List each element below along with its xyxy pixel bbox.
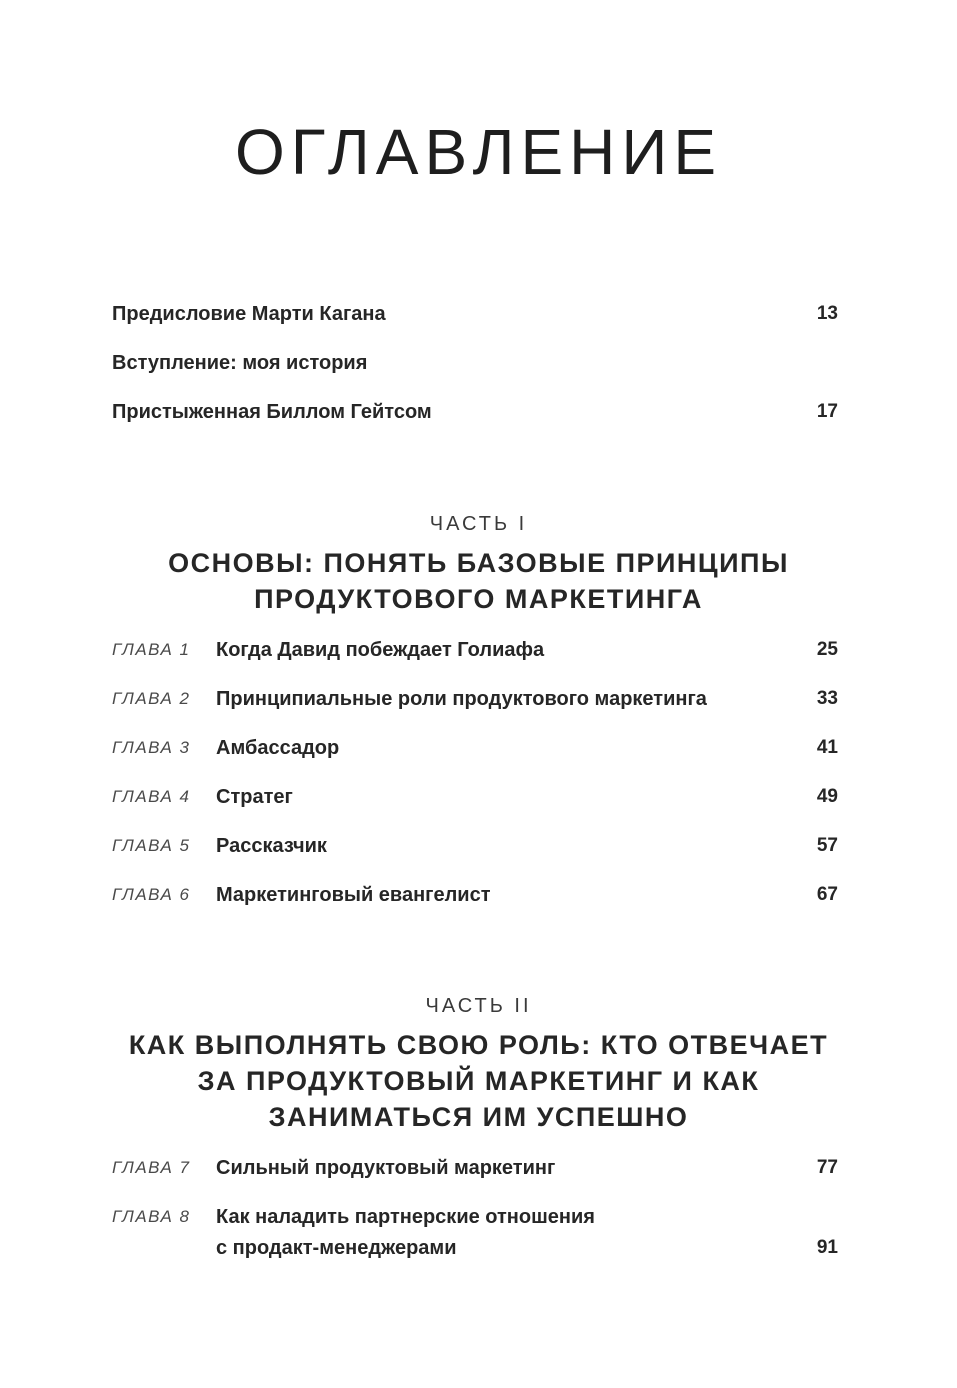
part-1-title-line-2: ПРОДУКТОВОГО МАРКЕТИНГА xyxy=(254,584,703,614)
toc-entry-title: Предисловие Марти Кагана xyxy=(112,303,386,325)
toc-page-number: 67 xyxy=(816,884,838,905)
chapter-label: ГЛАВА 3 xyxy=(112,738,191,757)
toc-chapter-5[interactable] xyxy=(112,831,838,861)
toc-chapter-7[interactable] xyxy=(112,1153,838,1183)
toc-entry-title: Сильный продуктовый маркетинг xyxy=(216,1157,556,1179)
chapter-label: ГЛАВА 6 xyxy=(112,885,191,904)
chapter-label: ГЛАВА 5 xyxy=(112,836,191,855)
part-2-title-line-1: КАК ВЫПОЛНЯТЬ СВОЮ РОЛЬ: КТО ОТВЕЧАЕТ xyxy=(128,1030,829,1060)
chapter-label: ГЛАВА 2 xyxy=(112,689,191,708)
toc-entry-title: Маркетинговый евангелист xyxy=(216,884,491,906)
toc-page-number: 13 xyxy=(816,303,838,324)
toc-entry-bill-gates[interactable] xyxy=(112,397,838,427)
toc-chapter-2[interactable] xyxy=(112,684,838,714)
toc-page-number: 91 xyxy=(816,1237,838,1258)
toc-page-number: 17 xyxy=(816,401,838,422)
toc-page-number: 49 xyxy=(816,786,838,807)
chapter-label: ГЛАВА 8 xyxy=(112,1207,191,1226)
part-1-title-line-1: ОСНОВЫ: ПОНЯТЬ БАЗОВЫЕ ПРИНЦИПЫ xyxy=(168,548,789,578)
toc-page-number: 25 xyxy=(816,639,838,660)
toc-entry-title: Рассказчик xyxy=(216,835,327,857)
toc-page-number: 77 xyxy=(816,1157,838,1178)
toc-entry-title: Вступление: моя история xyxy=(112,352,368,374)
part-2-title-line-3: ЗАНИМАТЬСЯ ИМ УСПЕШНО xyxy=(268,1102,689,1132)
toc-page-number: 41 xyxy=(816,737,838,758)
chapter-label: ГЛАВА 4 xyxy=(112,787,191,806)
toc-chapter-6[interactable] xyxy=(112,880,838,910)
toc-entry-title-line-1: Как наладить партнерские отношения xyxy=(216,1206,595,1228)
toc-page-number: 33 xyxy=(816,688,838,709)
toc-chapter-1[interactable] xyxy=(112,635,838,665)
toc-entry-title: Принципиальные роли продуктового маркетинга xyxy=(216,688,707,710)
toc-chapter-4[interactable] xyxy=(112,782,838,812)
toc-entry-title: Амбассадор xyxy=(216,737,340,759)
toc-entry-title: Когда Давид побеждает Голиафа xyxy=(216,639,545,661)
chapter-label: ГЛАВА 1 xyxy=(112,640,191,659)
toc-page-number: 57 xyxy=(816,835,838,856)
toc-entry-foreword[interactable] xyxy=(112,299,838,329)
part-2-title-line-2: ЗА ПРОДУКТОВЫЙ МАРКЕТИНГ И КАК xyxy=(197,1066,760,1096)
page-title: ОГЛАВЛЕНИЕ xyxy=(234,116,723,188)
toc-chapter-8[interactable] xyxy=(112,1202,838,1264)
part-2-label: ЧАСТЬ II xyxy=(425,995,532,1017)
toc-entry-title-line-2: с продакт-менеджерами xyxy=(216,1237,457,1259)
chapter-label: ГЛАВА 7 xyxy=(112,1158,191,1177)
toc-entry-title: Пристыженная Биллом Гейтсом xyxy=(112,401,432,423)
toc-entry-title: Стратег xyxy=(216,786,293,808)
toc-entry-introduction[interactable] xyxy=(112,348,838,378)
part-1-label: ЧАСТЬ I xyxy=(429,513,528,535)
toc-chapter-3[interactable] xyxy=(112,733,838,763)
